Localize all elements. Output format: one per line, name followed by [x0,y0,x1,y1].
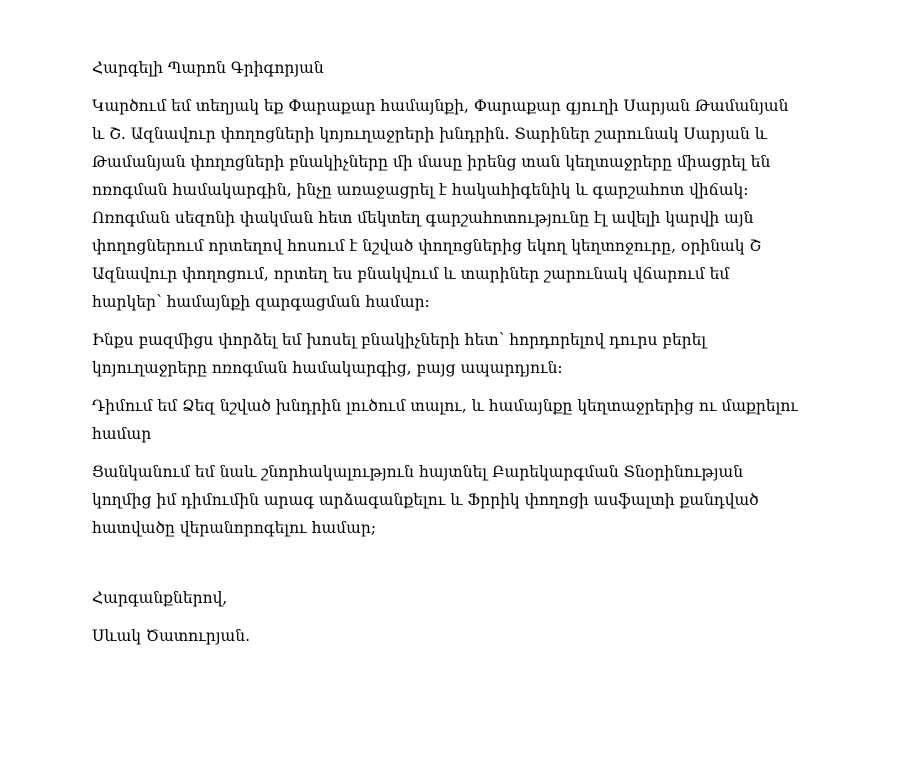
paragraph-4 [92,458,822,542]
paragraph-line: Թամանյան փողոցների բնակիչները մի մասը իրենց տան կեղտաջրերը միացրել են [92,153,771,171]
paragraph-line: և Շ. Ազնավուր փողոցների կոյուղաջրերի խնդրին. Տարիներ շարունակ Սարյան և [92,125,767,143]
signature [92,622,822,650]
letter-document [92,54,822,650]
closing-text: Հարգանքներով, [92,589,228,607]
paragraph-line: կոյուղաջրերը ոռոգման համակարգից, բայց ապարդյուն: [92,359,563,377]
paragraph-line: Ցանկանում եմ նաև շնորհակալություն հայտնել Բարեկարգման Տնօրինության [92,463,744,481]
paragraph-line: Դիմում եմ Ձեզ նշված խնդրին լուծում տալու, և համայնքը կեղտաջրերից ու մաքրելու [92,397,798,415]
paragraph-line: ոռոգման համակարգին, ինչը առաջացրել է հակահիգենիկ և գարշահոտ վիճակ: [92,181,749,199]
closing [92,584,822,612]
paragraph-1 [92,92,822,316]
salutation [92,54,822,82]
salutation-text: Հարգելի Պարոն Գրիգորյան [92,59,324,77]
paragraph-3 [92,392,822,448]
paragraph-line: փողոցներում որտեղով հոսում է նշված փողոցներից եկող կեղտոջուրը, օրինակ Շ [92,237,762,255]
paragraph-line: Կարծում եմ տեղյակ եք Փարաքար համայնքի, Փարաքար գյուղի Սարյան Թամանյան [92,97,789,115]
paragraph-line: Ազնավուր փողոցում, որտեղ ես բնակվում և տարիներ շարունակ վճարում եմ [92,265,730,283]
paragraph-2 [92,326,822,382]
paragraph-line: հատվածը վերանորոգելու համար; [92,519,377,537]
paragraph-line: Ինքս բազմիցս փորձել եմ խոսել բնակիչների հետ՝ հորդորելով դուրս բերել [92,331,707,349]
paragraph-line: համար [92,425,152,443]
signature-text: Սևակ Ծատուրյան. [92,627,250,645]
paragraph-line: Ոռոգման սեզոնի փակման հետ մեկտեղ գարշահոտությունը էլ ավելի կարվի այն [92,209,754,227]
paragraph-line: կողմից իմ դիմումին արագ արձագանքելու և Ֆրրիկ փողոցի ասֆալտի քանդված [92,491,759,509]
paragraph-line: հարկեր՝ համայնքի զարգացման համար: [92,293,430,311]
